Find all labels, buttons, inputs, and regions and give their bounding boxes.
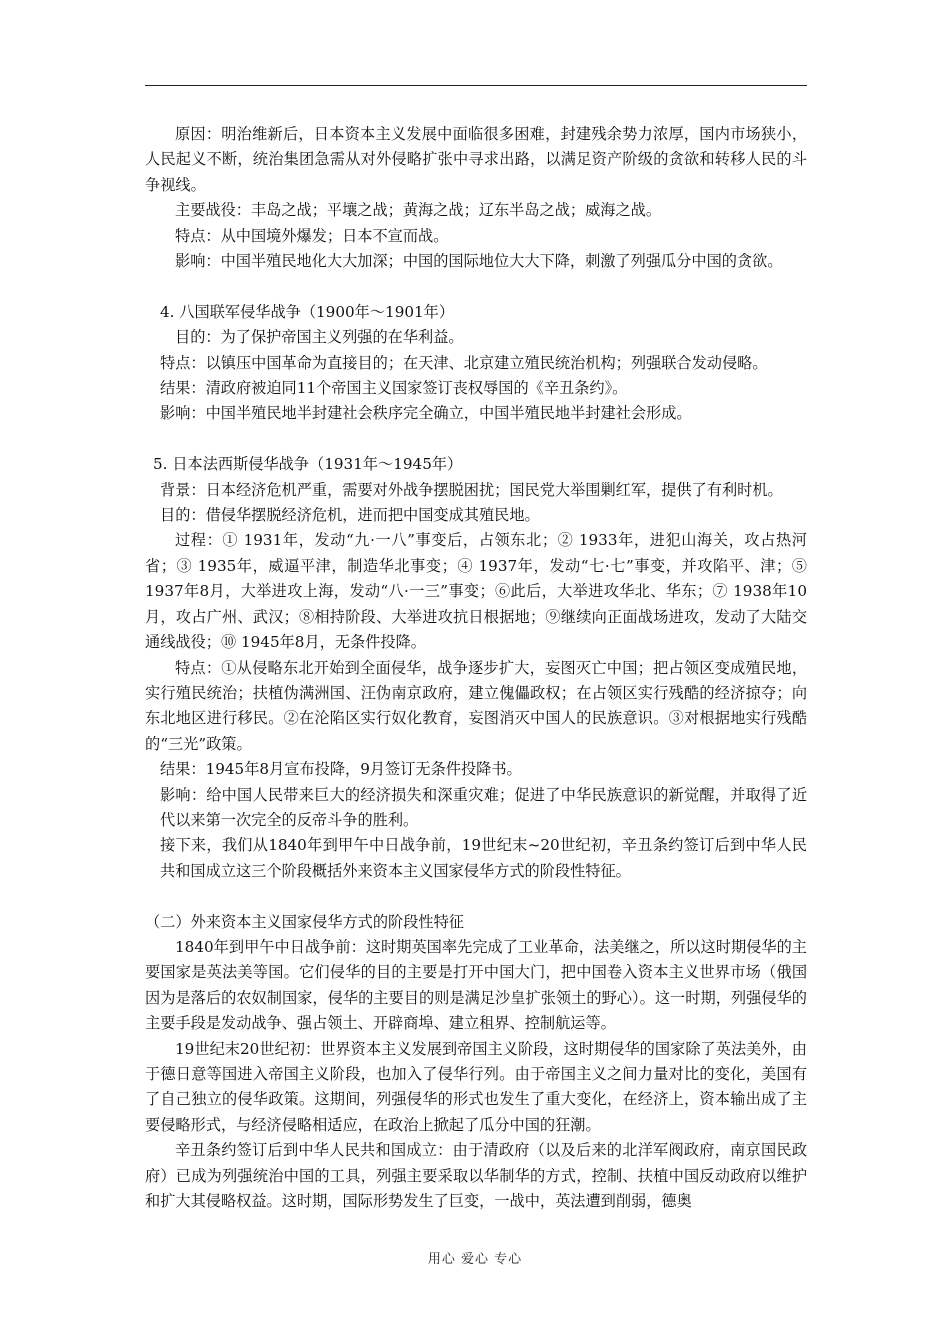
part2-stage3: 辛丑条约签订后到中华人民共和国成立：由于清政府（以及后来的北洋军阀政府，南京国民政府）已成为列强统治中国的工具，列强主要采取以华制华的方式，控制、扶植中国反动政府以维护和扩大其侵略权益。这时期，国际形势发生了巨变，一战中，英法遭到削弱，德奥: [145, 1141, 807, 1211]
war3-reason: 原因：明治维新后，日本资本主义发展中面临很多困难，封建残余势力浓厚，国内市场狭小，人民起义不断，统治集团急需从对外侵略扩张中寻求出路，以满足资产阶级的贪欲和转移人民的斗争视线。: [145, 125, 807, 194]
page-footer: 用心 爱心 专心: [427, 1252, 523, 1267]
war3-impact: 影响：中国半殖民地化大大加深；中国的国际地位大大下降，刺激了列强瓜分中国的贪欲。: [175, 252, 783, 271]
part2-stage1: 1840年到甲午中日战争前：这时期英国率先完成了工业革命，法美继之，所以这时期侵华的主要国家是英法美等国。它们侵华的目的主要是打开中国大门，把中国卷入资本主义世界市场（俄国因为是落后的农奴制国家，侵华的主要目的则是满足沙皇扩张领土的野心）。这一时期，列强侵华的主要手段是发动战争、强占领土、开辟商埠、建立租界、控制航运等。: [145, 937, 807, 1033]
spacer: [145, 427, 807, 452]
war5-title: 5. 日本法西斯侵华战争（1931年～1945年）: [153, 455, 463, 474]
header-rule: [145, 85, 807, 86]
war5-impact: 影响：给中国人民带来巨大的经济损失和深重灾难；促进了中华民族意识的新觉醒，并取得了近代以来第一次完全的反帝斗争的胜利。: [160, 785, 807, 829]
war4-purpose: 目的：为了保护帝国主义列强的在华利益。: [175, 328, 464, 347]
war4-features: 特点：以镇压中国革命为直接目的；在天津、北京建立殖民统治机构；列强联合发动侵略。: [160, 353, 768, 372]
spacer: [145, 884, 807, 909]
part2-stage2: 19世纪末20世纪初：世界资本主义发展到帝国主义阶段，这时期侵华的国家除了英法美外，由于德日意等国进入帝国主义阶段，也加入了侵华行列。由于帝国主义之间力量对比的变化，美国有了自己独立的侵华政策。这期间，列强侵华的形式也发生了重大变化，在经济上，资本输出成了主要侵略形式，与经济侵略相适应，在政治上掀起了瓜分中国的狂潮。: [145, 1039, 807, 1134]
document-body: [145, 122, 807, 1214]
war4-title: 4. 八国联军侵华战争（1900年～1901年）: [160, 302, 455, 321]
war5-background: 背景：日本经济危机严重，需要对外战争摆脱困扰；国民党大举围剿红军，提供了有利时机。: [160, 480, 783, 499]
war5-features: 特点：①从侵略东北开始到全面侵华，战争逐步扩大，妄图灭亡中国；把占领区变成殖民地，实行殖民统治；扶植伪满洲国、汪伪南京政府，建立傀儡政权；在占领区实行残酷的经济掠夺；向东北地区进行移民。②在沦陷区实行奴化教育，妄图消灭中国人的民族意识。③对根据地实行残酷的“三光”政策。: [145, 658, 807, 753]
war5-result: 结果：1945年8月宣布投降，9月签订无条件投降书。: [160, 760, 522, 779]
war5-transition: 接下来，我们从1840年到甲午中日战争前，19世纪末~20世纪初，辛丑条约签订后到中华人民共和国成立这三个阶段概括外来资本主义国家侵华方式的阶段性特征。: [160, 836, 807, 880]
war3-battles: 主要战役：丰岛之战；平壤之战；黄海之战；辽东半岛之战；威海之战。: [175, 201, 661, 220]
war3-features: 特点：从中国境外爆发；日本不宣而战。: [175, 226, 449, 245]
spacer: [145, 274, 807, 299]
part2-title: （二）外来资本主义国家侵华方式的阶段性特征: [145, 912, 464, 931]
war5-purpose: 目的：借侵华摆脱经济危机，进而把中国变成其殖民地。: [160, 506, 540, 525]
war5-process: 过程：① 1931年，发动“九·一八”事变后，占领东北；② 1933年，进犯山海关，攻占热河省；③ 1935年，威逼平津，制造华北事变；④ 1937年，发动“七·七”事变，并攻陷平、津；⑤ 1937年8月，大举进攻上海，发动“八·一三”事变；⑥此后，大举进攻华北、华东；⑦ 1938年10月，攻占广州、武汉；⑧相持阶段、大举进攻抗日根据地；⑨继续向正面战场进攻，发动了大陆交通线战役；⑩ 1945年8月，无条件投降。: [145, 531, 807, 652]
war4-impact: 影响：中国半殖民地半封建社会秩序完全确立，中国半殖民地半封建社会形成。: [160, 404, 692, 423]
war4-result: 结果：清政府被迫同11个帝国主义国家签订丧权辱国的《辛丑条约》。: [160, 379, 628, 398]
